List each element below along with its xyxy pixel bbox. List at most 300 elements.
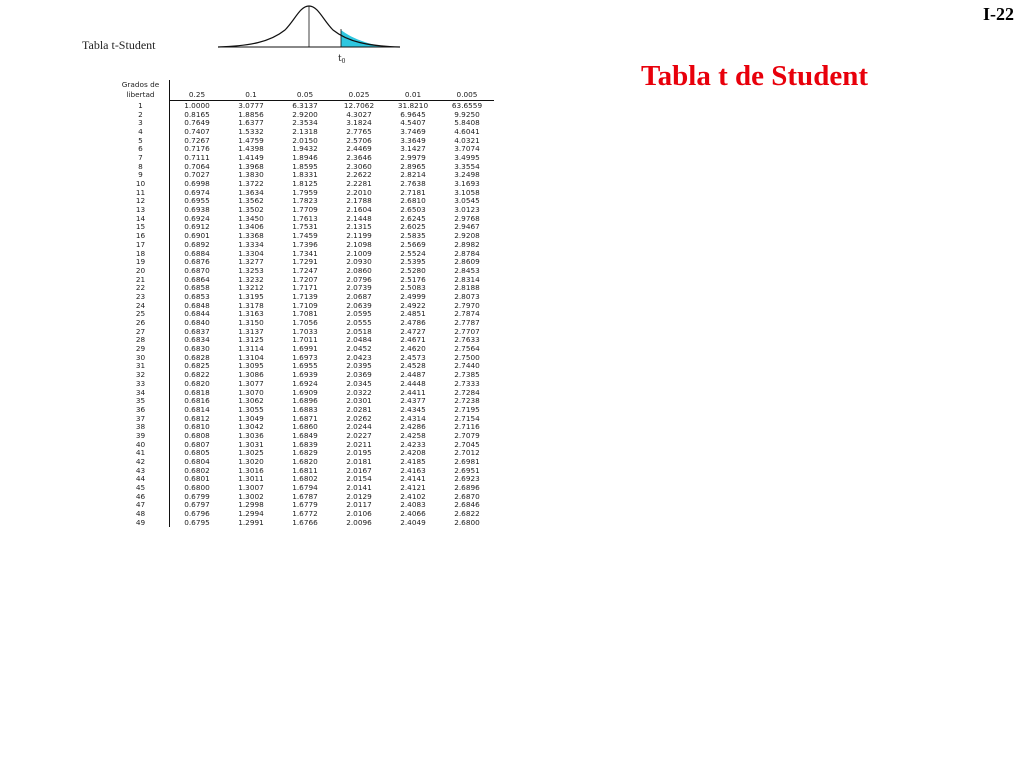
df-cell: 23	[112, 293, 170, 302]
value-cell: 0.6864	[184, 274, 210, 284]
df-cell: 33	[112, 380, 170, 389]
value-cell: 1.3086	[238, 370, 264, 380]
value-cell: 1.9432	[292, 144, 318, 154]
value-cell: 2.4851	[400, 309, 426, 319]
value-cell: 0.6998	[184, 179, 210, 189]
value-cell: 2.9979	[400, 152, 426, 162]
value-cell: 2.0154	[346, 474, 372, 484]
value-cell: 2.7045	[454, 439, 480, 449]
value-cell: 0.6797	[184, 500, 210, 510]
alpha-header: 0.05	[278, 80, 332, 100]
value-cell: 2.4922	[400, 300, 426, 310]
value-cell: 3.1427	[400, 144, 426, 154]
df-cell: 9	[112, 171, 170, 180]
value-cell: 1.7011	[292, 335, 318, 345]
value-cell: 1.7959	[292, 187, 318, 197]
value-cell: 1.4759	[238, 135, 264, 145]
value-cell: 2.6923	[454, 474, 480, 484]
value-cell: 2.0452	[346, 344, 372, 354]
df-cell: 2	[112, 110, 170, 119]
value-cell: 0.7176	[184, 144, 210, 154]
value-cell: 1.3011	[238, 474, 264, 484]
df-cell: 49	[112, 519, 170, 528]
value-cell: 2.5395	[400, 257, 426, 267]
value-cell: 2.4620	[400, 344, 426, 354]
value-cell: 1.3502	[238, 205, 264, 215]
value-cell: 1.3195	[238, 291, 264, 301]
value-cell: 1.7207	[292, 274, 318, 284]
value-cell: 1.7056	[292, 318, 318, 328]
df-cell: 46	[112, 492, 170, 501]
df-cell: 14	[112, 214, 170, 223]
value-cell: 3.0777	[238, 100, 264, 110]
value-cell: 2.0345	[346, 378, 372, 388]
value-cell: 2.0595	[346, 309, 372, 319]
value-cell: 2.0106	[346, 509, 372, 519]
value-cell: 2.4208	[400, 448, 426, 458]
value-cell: 1.3212	[238, 283, 264, 293]
df-cell: 13	[112, 206, 170, 215]
value-cell: 2.1788	[346, 196, 372, 206]
table-row	[112, 380, 494, 389]
df-cell: 25	[112, 310, 170, 319]
value-cell: 2.4233	[400, 439, 426, 449]
value-cell: 0.6837	[184, 326, 210, 336]
df-cell: 34	[112, 388, 170, 397]
value-cell: 1.6871	[292, 413, 318, 423]
value-cell: 2.0227	[346, 430, 372, 440]
value-cell: 1.3368	[238, 231, 264, 241]
value-cell: 4.5407	[400, 118, 426, 128]
value-cell: 0.6938	[184, 205, 210, 215]
value-cell: 2.6245	[400, 213, 426, 223]
value-cell: 1.7341	[292, 248, 318, 258]
value-cell: 2.8453	[454, 265, 480, 275]
value-cell: 2.8188	[454, 283, 480, 293]
value-cell: 0.6822	[184, 370, 210, 380]
value-cell: 2.1098	[346, 239, 372, 249]
value-cell: 1.8946	[292, 152, 318, 162]
value-cell: 2.4448	[400, 378, 426, 388]
value-cell: 6.3137	[292, 100, 318, 110]
table-row	[112, 267, 494, 276]
value-cell: 1.3634	[238, 187, 264, 197]
value-cell: 2.0244	[346, 422, 372, 432]
df-cell: 15	[112, 223, 170, 232]
value-cell: 2.0860	[346, 265, 372, 275]
value-cell: 0.6820	[184, 378, 210, 388]
value-cell: 2.7385	[454, 370, 480, 380]
value-cell: 0.6853	[184, 291, 210, 301]
value-cell: 2.0167	[346, 465, 372, 475]
value-cell: 1.3114	[238, 344, 264, 354]
df-cell: 7	[112, 154, 170, 163]
value-cell: 2.4066	[400, 509, 426, 519]
value-cell: 0.6901	[184, 231, 210, 241]
value-cell: 1.6377	[238, 118, 264, 128]
value-cell: 2.6896	[454, 483, 480, 493]
value-cell: 1.2998	[238, 500, 264, 510]
df-cell: 8	[112, 162, 170, 171]
slide-title: Tabla t de Student	[641, 60, 868, 92]
value-cell: 1.7823	[292, 196, 318, 206]
value-cell: 1.6924	[292, 378, 318, 388]
value-cell: 1.3163	[238, 309, 264, 319]
value-cell: 2.0639	[346, 300, 372, 310]
df-cell: 47	[112, 501, 170, 510]
value-cell: 2.7079	[454, 430, 480, 440]
value-cell: 3.7469	[400, 126, 426, 136]
value-cell: 3.1058	[454, 187, 480, 197]
df-cell: 43	[112, 466, 170, 475]
value-cell: 1.3125	[238, 335, 264, 345]
alpha-header: 0.25	[170, 80, 225, 100]
value-cell: 1.0000	[184, 100, 210, 110]
value-cell: 4.0321	[454, 135, 480, 145]
value-cell: 1.6829	[292, 448, 318, 458]
value-cell: 2.7116	[454, 422, 480, 432]
value-cell: 2.8214	[400, 170, 426, 180]
value-cell: 2.0141	[346, 483, 372, 493]
value-cell: 1.8125	[292, 179, 318, 189]
value-cell: 1.3049	[238, 413, 264, 423]
value-cell: 2.1009	[346, 248, 372, 258]
value-cell: 1.7109	[292, 300, 318, 310]
value-cell: 2.9768	[454, 213, 480, 223]
value-cell: 2.7012	[454, 448, 480, 458]
value-cell: 1.3304	[238, 248, 264, 258]
value-cell: 2.4314	[400, 413, 426, 423]
value-cell: 2.0555	[346, 318, 372, 328]
value-cell: 2.0096	[346, 517, 372, 527]
value-cell: 1.3095	[238, 361, 264, 371]
df-cell: 1	[112, 100, 170, 110]
value-cell: 1.5332	[238, 126, 264, 136]
df-cell: 48	[112, 510, 170, 519]
value-cell: 0.6840	[184, 318, 210, 328]
df-cell: 40	[112, 440, 170, 449]
df-cell: 35	[112, 397, 170, 406]
value-cell: 2.7333	[454, 378, 480, 388]
value-cell: 0.8165	[184, 109, 210, 119]
value-cell: 1.3042	[238, 422, 264, 432]
table-caption: Tabla t-Student	[82, 38, 156, 52]
value-cell: 0.6807	[184, 439, 210, 449]
value-cell: 2.4258	[400, 430, 426, 440]
df-cell: 4	[112, 128, 170, 137]
value-cell: 2.2281	[346, 179, 372, 189]
value-cell: 2.4671	[400, 335, 426, 345]
df-cell: 36	[112, 406, 170, 415]
table-row	[112, 293, 494, 302]
value-cell: 3.4995	[454, 152, 480, 162]
value-cell: 3.0123	[454, 205, 480, 215]
value-cell: 3.7074	[454, 144, 480, 154]
value-cell: 2.0518	[346, 326, 372, 336]
value-cell: 2.0195	[346, 448, 372, 458]
value-cell: 2.0262	[346, 413, 372, 423]
df-cell: 20	[112, 267, 170, 276]
value-cell: 2.0395	[346, 361, 372, 371]
value-cell: 2.0281	[346, 404, 372, 414]
value-cell: 2.4345	[400, 404, 426, 414]
value-cell: 2.7638	[400, 179, 426, 189]
value-cell: 2.4999	[400, 291, 426, 301]
df-header	[112, 80, 170, 100]
value-cell: 2.0796	[346, 274, 372, 284]
value-cell: 1.7531	[292, 222, 318, 232]
value-cell: 2.7874	[454, 309, 480, 319]
value-cell: 5.8408	[454, 118, 480, 128]
df-cell: 37	[112, 414, 170, 423]
value-cell: 0.6892	[184, 239, 210, 249]
value-cell: 2.4727	[400, 326, 426, 336]
value-cell: 1.3137	[238, 326, 264, 336]
table-row	[112, 519, 494, 528]
value-cell: 1.6991	[292, 344, 318, 354]
df-cell: 11	[112, 188, 170, 197]
value-cell: 2.9208	[454, 231, 480, 241]
value-cell: 2.4528	[400, 361, 426, 371]
value-cell: 2.7238	[454, 396, 480, 406]
df-cell: 12	[112, 197, 170, 206]
value-cell: 1.3562	[238, 196, 264, 206]
value-cell: 0.6912	[184, 222, 210, 232]
value-cell: 1.3450	[238, 213, 264, 223]
value-cell: 2.6846	[454, 500, 480, 510]
value-cell: 1.6909	[292, 387, 318, 397]
value-cell: 0.6834	[184, 335, 210, 345]
value-cell: 2.0322	[346, 387, 372, 397]
value-cell: 6.9645	[400, 109, 426, 119]
value-cell: 2.2010	[346, 187, 372, 197]
value-cell: 2.5083	[400, 283, 426, 293]
table-row	[112, 406, 494, 415]
alpha-header: 0.025	[332, 80, 386, 100]
df-cell: 38	[112, 423, 170, 432]
alpha-header: 0.1	[224, 80, 278, 100]
value-cell: 1.3722	[238, 179, 264, 189]
value-cell: 1.3002	[238, 491, 264, 501]
value-cell: 0.7111	[184, 152, 210, 162]
value-cell: 0.7267	[184, 135, 210, 145]
value-cell: 2.0211	[346, 439, 372, 449]
value-cell: 9.9250	[454, 109, 480, 119]
value-cell: 2.3060	[346, 161, 372, 171]
df-cell: 45	[112, 484, 170, 493]
value-cell: 1.3104	[238, 352, 264, 362]
value-cell: 2.1604	[346, 205, 372, 215]
value-cell: 0.6848	[184, 300, 210, 310]
value-cell: 1.6811	[292, 465, 318, 475]
value-cell: 0.6818	[184, 387, 210, 397]
value-cell: 1.6973	[292, 352, 318, 362]
value-cell: 0.7649	[184, 118, 210, 128]
value-cell: 1.6766	[292, 517, 318, 527]
value-cell: 2.7787	[454, 318, 480, 328]
value-cell: 2.0181	[346, 457, 372, 467]
value-cell: 2.6503	[400, 205, 426, 215]
value-cell: 2.8314	[454, 274, 480, 284]
value-cell: 1.6955	[292, 361, 318, 371]
df-cell: 6	[112, 145, 170, 154]
value-cell: 2.7564	[454, 344, 480, 354]
value-cell: 2.6870	[454, 491, 480, 501]
value-cell: 1.3020	[238, 457, 264, 467]
value-cell: 0.6796	[184, 509, 210, 519]
value-cell: 2.1448	[346, 213, 372, 223]
value-cell: 2.0129	[346, 491, 372, 501]
value-cell: 2.4487	[400, 370, 426, 380]
value-cell: 0.6828	[184, 352, 210, 362]
value-cell: 2.6810	[400, 196, 426, 206]
value-cell: 2.6951	[454, 465, 480, 475]
value-cell: 2.7154	[454, 413, 480, 423]
value-cell: 0.6924	[184, 213, 210, 223]
table-row	[112, 154, 494, 163]
value-cell: 1.3178	[238, 300, 264, 310]
value-cell: 1.3077	[238, 378, 264, 388]
value-cell: 1.3062	[238, 396, 264, 406]
table-row	[112, 241, 494, 250]
value-cell: 1.8856	[238, 109, 264, 119]
value-cell: 4.6041	[454, 126, 480, 136]
value-cell: 1.6787	[292, 491, 318, 501]
value-cell: 2.4102	[400, 491, 426, 501]
value-cell: 2.0930	[346, 257, 372, 267]
value-cell: 0.6876	[184, 257, 210, 267]
df-cell: 30	[112, 353, 170, 362]
value-cell: 0.6870	[184, 265, 210, 275]
value-cell: 1.6839	[292, 439, 318, 449]
value-cell: 0.6884	[184, 248, 210, 258]
value-cell: 1.7459	[292, 231, 318, 241]
value-cell: 1.6896	[292, 396, 318, 406]
slide-number: I-22	[983, 4, 1014, 24]
value-cell: 1.8331	[292, 170, 318, 180]
value-cell: 1.6820	[292, 457, 318, 467]
value-cell: 2.4185	[400, 457, 426, 467]
value-cell: 1.3025	[238, 448, 264, 458]
value-cell: 0.6816	[184, 396, 210, 406]
df-cell: 18	[112, 249, 170, 258]
value-cell: 2.5669	[400, 239, 426, 249]
value-cell: 2.5176	[400, 274, 426, 284]
value-cell: 4.3027	[346, 109, 372, 119]
value-cell: 2.7707	[454, 326, 480, 336]
value-cell: 2.7970	[454, 300, 480, 310]
value-cell: 2.0687	[346, 291, 372, 301]
df-cell: 27	[112, 327, 170, 336]
value-cell: 2.8784	[454, 248, 480, 258]
df-cell: 5	[112, 136, 170, 145]
alpha-header: 0.005	[440, 80, 494, 100]
value-cell: 0.6955	[184, 196, 210, 206]
value-cell: 1.7613	[292, 213, 318, 223]
value-cell: 1.2991	[238, 517, 264, 527]
value-cell: 3.2498	[454, 170, 480, 180]
value-cell: 0.6795	[184, 517, 210, 527]
value-cell: 2.6822	[454, 509, 480, 519]
value-cell: 2.0150	[292, 135, 318, 145]
value-cell: 2.4786	[400, 318, 426, 328]
df-cell: 32	[112, 371, 170, 380]
table-row	[112, 432, 494, 441]
value-cell: 2.0423	[346, 352, 372, 362]
table-body	[112, 100, 494, 527]
value-cell: 3.1693	[454, 179, 480, 189]
value-cell: 0.6802	[184, 465, 210, 475]
value-cell: 2.3534	[292, 118, 318, 128]
df-cell: 41	[112, 449, 170, 458]
value-cell: 1.3253	[238, 265, 264, 275]
value-cell: 2.4377	[400, 396, 426, 406]
value-cell: 1.3150	[238, 318, 264, 328]
value-cell: 3.3554	[454, 161, 480, 171]
value-cell: 1.3055	[238, 404, 264, 414]
value-cell: 1.3007	[238, 483, 264, 493]
t-critical-label: $t_0$	[338, 54, 346, 65]
value-cell: 2.9200	[292, 109, 318, 119]
value-cell: 2.1318	[292, 126, 318, 136]
value-cell: 2.7284	[454, 387, 480, 397]
value-cell: 0.7407	[184, 126, 210, 136]
value-cell: 2.4121	[400, 483, 426, 493]
value-cell: 1.3277	[238, 257, 264, 267]
value-cell: 0.6804	[184, 457, 210, 467]
df-cell: 24	[112, 301, 170, 310]
value-cell: 0.6844	[184, 309, 210, 319]
value-cell: 1.3406	[238, 222, 264, 232]
df-cell: 26	[112, 319, 170, 328]
value-cell: 0.6805	[184, 448, 210, 458]
value-cell: 2.7765	[346, 126, 372, 136]
value-cell: 2.4411	[400, 387, 426, 397]
df-cell: 29	[112, 345, 170, 354]
t-student-table	[112, 80, 494, 527]
df-cell: 31	[112, 362, 170, 371]
table-row	[112, 128, 494, 137]
value-cell: 1.8595	[292, 161, 318, 171]
value-cell: 0.6814	[184, 404, 210, 414]
value-cell: 2.0301	[346, 396, 372, 406]
value-cell: 2.5706	[346, 135, 372, 145]
value-cell: 2.4469	[346, 144, 372, 154]
value-cell: 1.6794	[292, 483, 318, 493]
value-cell: 12.7062	[343, 100, 375, 110]
value-cell: 0.6825	[184, 361, 210, 371]
value-cell: 2.0369	[346, 370, 372, 380]
df-cell: 42	[112, 458, 170, 467]
alpha-header: 0.01	[386, 80, 440, 100]
value-cell: 2.4141	[400, 474, 426, 484]
df-cell: 17	[112, 241, 170, 250]
value-cell: 1.3830	[238, 170, 264, 180]
value-cell: 1.7171	[292, 283, 318, 293]
value-cell: 2.6981	[454, 457, 480, 467]
value-cell: 1.7081	[292, 309, 318, 319]
value-cell: 3.0545	[454, 196, 480, 206]
value-cell: 0.6799	[184, 491, 210, 501]
value-cell: 2.4083	[400, 500, 426, 510]
df-cell: 28	[112, 336, 170, 345]
value-cell: 2.0739	[346, 283, 372, 293]
value-cell: 1.7247	[292, 265, 318, 275]
value-cell: 1.6772	[292, 509, 318, 519]
value-cell: 0.6830	[184, 344, 210, 354]
value-cell: 2.2622	[346, 170, 372, 180]
value-cell: 1.6883	[292, 404, 318, 414]
